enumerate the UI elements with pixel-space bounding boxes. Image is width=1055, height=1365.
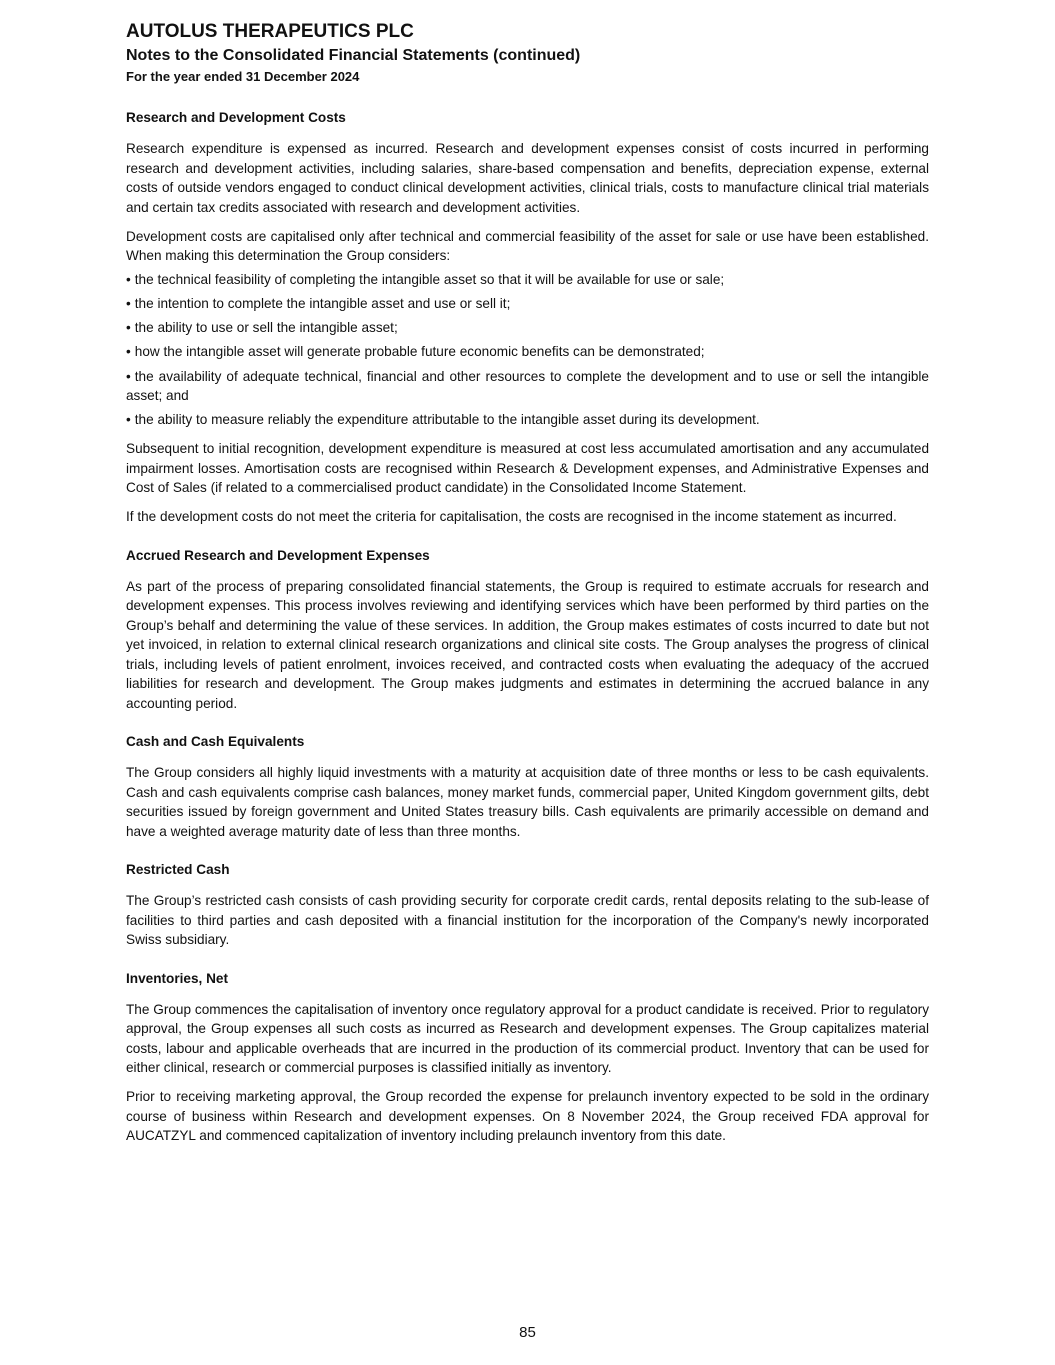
page-number: 85 <box>519 1324 536 1341</box>
list-item <box>126 342 929 362</box>
list-item-text: the availability of adequate technical, financial and other resources to complete the development and to use or sell the intangible asset; and <box>126 368 929 404</box>
paragraph: Subsequent to initial recognition, development expenditure is measured at cost less accumulated amortisation and any accumulated impairment losses. Amortisation costs are recognised within Research & Development expenses, and Administrative Expenses and Cost of Sales (if related to a commercialised product candidate) in the Consolidated Income Statement. <box>126 441 929 496</box>
paragraph: The Group commences the capitalisation of inventory once regulatory approval for a product candidate is received. Prior to regulatory approval, the Group expenses all such costs as incurred as Research and development expenses. The Group capitalizes material costs, labour and applicable overheads that are incurred in the production of its commercial product. Inventory that can be used for either clinical, research or commercial purposes is classified initially as inventory. <box>126 1001 929 1076</box>
list-item-text: the technical feasibility of completing the intangible asset so that it will be available for use or sale; <box>134 271 725 287</box>
list-item-text: the intention to complete the intangible asset and use or sell it; <box>134 295 511 311</box>
list-item <box>126 410 929 430</box>
section-heading: Restricted Cash <box>126 862 230 878</box>
section-cash <box>126 733 929 841</box>
list-item <box>126 294 929 314</box>
paragraph: As part of the process of preparing consolidated financial statements, the Group is required to estimate accruals for research and development expenses. This process involves reviewing and identifying services which have been performed by third parties on the Group’s behalf and determining the value of these services. In addition, the Group makes estimates of costs incurred to date but not yet invoiced, in relation to external clinical research organizations and clinical site costs. The Group analyses the progress of clinical trials, including levels of patient enrolment, invoices received, and contracted costs when evaluating the adequacy of the accrued liabilities for research and development. The Group makes judgments and estimates in determining the accrued balance in any accounting period. <box>126 578 929 711</box>
section-accrued-rd <box>126 547 929 714</box>
bullet-icon: • <box>126 295 131 311</box>
list-item-text: how the intangible asset will generate probable future economic benefits can be demonstrated; <box>134 344 705 360</box>
list-item-text: the ability to use or sell the intangible asset; <box>134 320 398 336</box>
company-name: AUTOLUS THERAPEUTICS PLC <box>126 21 414 42</box>
bullet-icon: • <box>126 412 131 428</box>
bullet-icon: • <box>126 368 131 384</box>
section-heading: Cash and Cash Equivalents <box>126 734 305 750</box>
section-inventories <box>126 970 929 1146</box>
reporting-period: For the year ended 31 December 2024 <box>126 69 360 84</box>
paragraph: The Group considers all highly liquid investments with a maturity at acquisition date of three months or less to be cash equivalents. Cash and cash equivalents comprise cash balances, money market funds, commercial paper, United Kingdom government gilts, debt securities issued by foreign government and United States treasury bills. Cash equivalents are primarily accessible on demand and have a weighted average maturity date of less than three months. <box>126 765 929 839</box>
document-page <box>126 20 929 1155</box>
list-item-text: the ability to measure reliably the expenditure attributable to the intangible asset during its development. <box>134 412 760 428</box>
section-heading: Inventories, Net <box>126 970 228 986</box>
section-heading: Research and Development Costs <box>126 110 346 125</box>
paragraph: The Group’s restricted cash consists of cash providing security for corporate credit cards, rental deposits relating to the sub-lease of facilities to third parties and cash deposited with a financial institution for the incorporation of the Company's newly incorporated Swiss subsidiary. <box>126 893 929 948</box>
bullet-icon: • <box>126 320 131 336</box>
list-item <box>126 270 929 290</box>
section-restricted-cash <box>126 861 929 950</box>
paragraph: Prior to receiving marketing approval, the Group recorded the expense for prelaunch inventory expected to be sold in the ordinary course of business within Research and development expenses. On 8 November 2024, the Group received FDA approval for AUCATZYL and commenced capitalization of inventory including prelaunch inventory from this date. <box>126 1089 929 1144</box>
document-subtitle: Notes to the Consolidated Financial Statements (continued) <box>126 47 581 64</box>
bullet-icon: • <box>126 271 131 287</box>
bullet-icon: • <box>126 344 131 360</box>
section-rd-costs <box>126 109 929 527</box>
section-heading: Accrued Research and Development Expenses <box>126 547 430 563</box>
paragraph: Research expenditure is expensed as incurred. Research and development expenses consist of costs incurred in performing research and development activities, including salaries, share-based compensation and benefits, depreciation expense, external costs of outside vendors engaged to conduct clinical development activities, clinical trials, costs to manufacture clinical trial materials and certain tax credits associated with research and development activities. <box>126 141 929 215</box>
list-item <box>126 318 929 338</box>
paragraph: Development costs are capitalised only after technical and commercial feasibility of the asset for sale or use have been established. When making this determination the Group considers: <box>126 228 929 263</box>
paragraph: If the development costs do not meet the criteria for capitalisation, the costs are recognised in the income statement as incurred. <box>126 509 897 525</box>
list-item <box>126 367 929 406</box>
criteria-list <box>126 270 929 430</box>
